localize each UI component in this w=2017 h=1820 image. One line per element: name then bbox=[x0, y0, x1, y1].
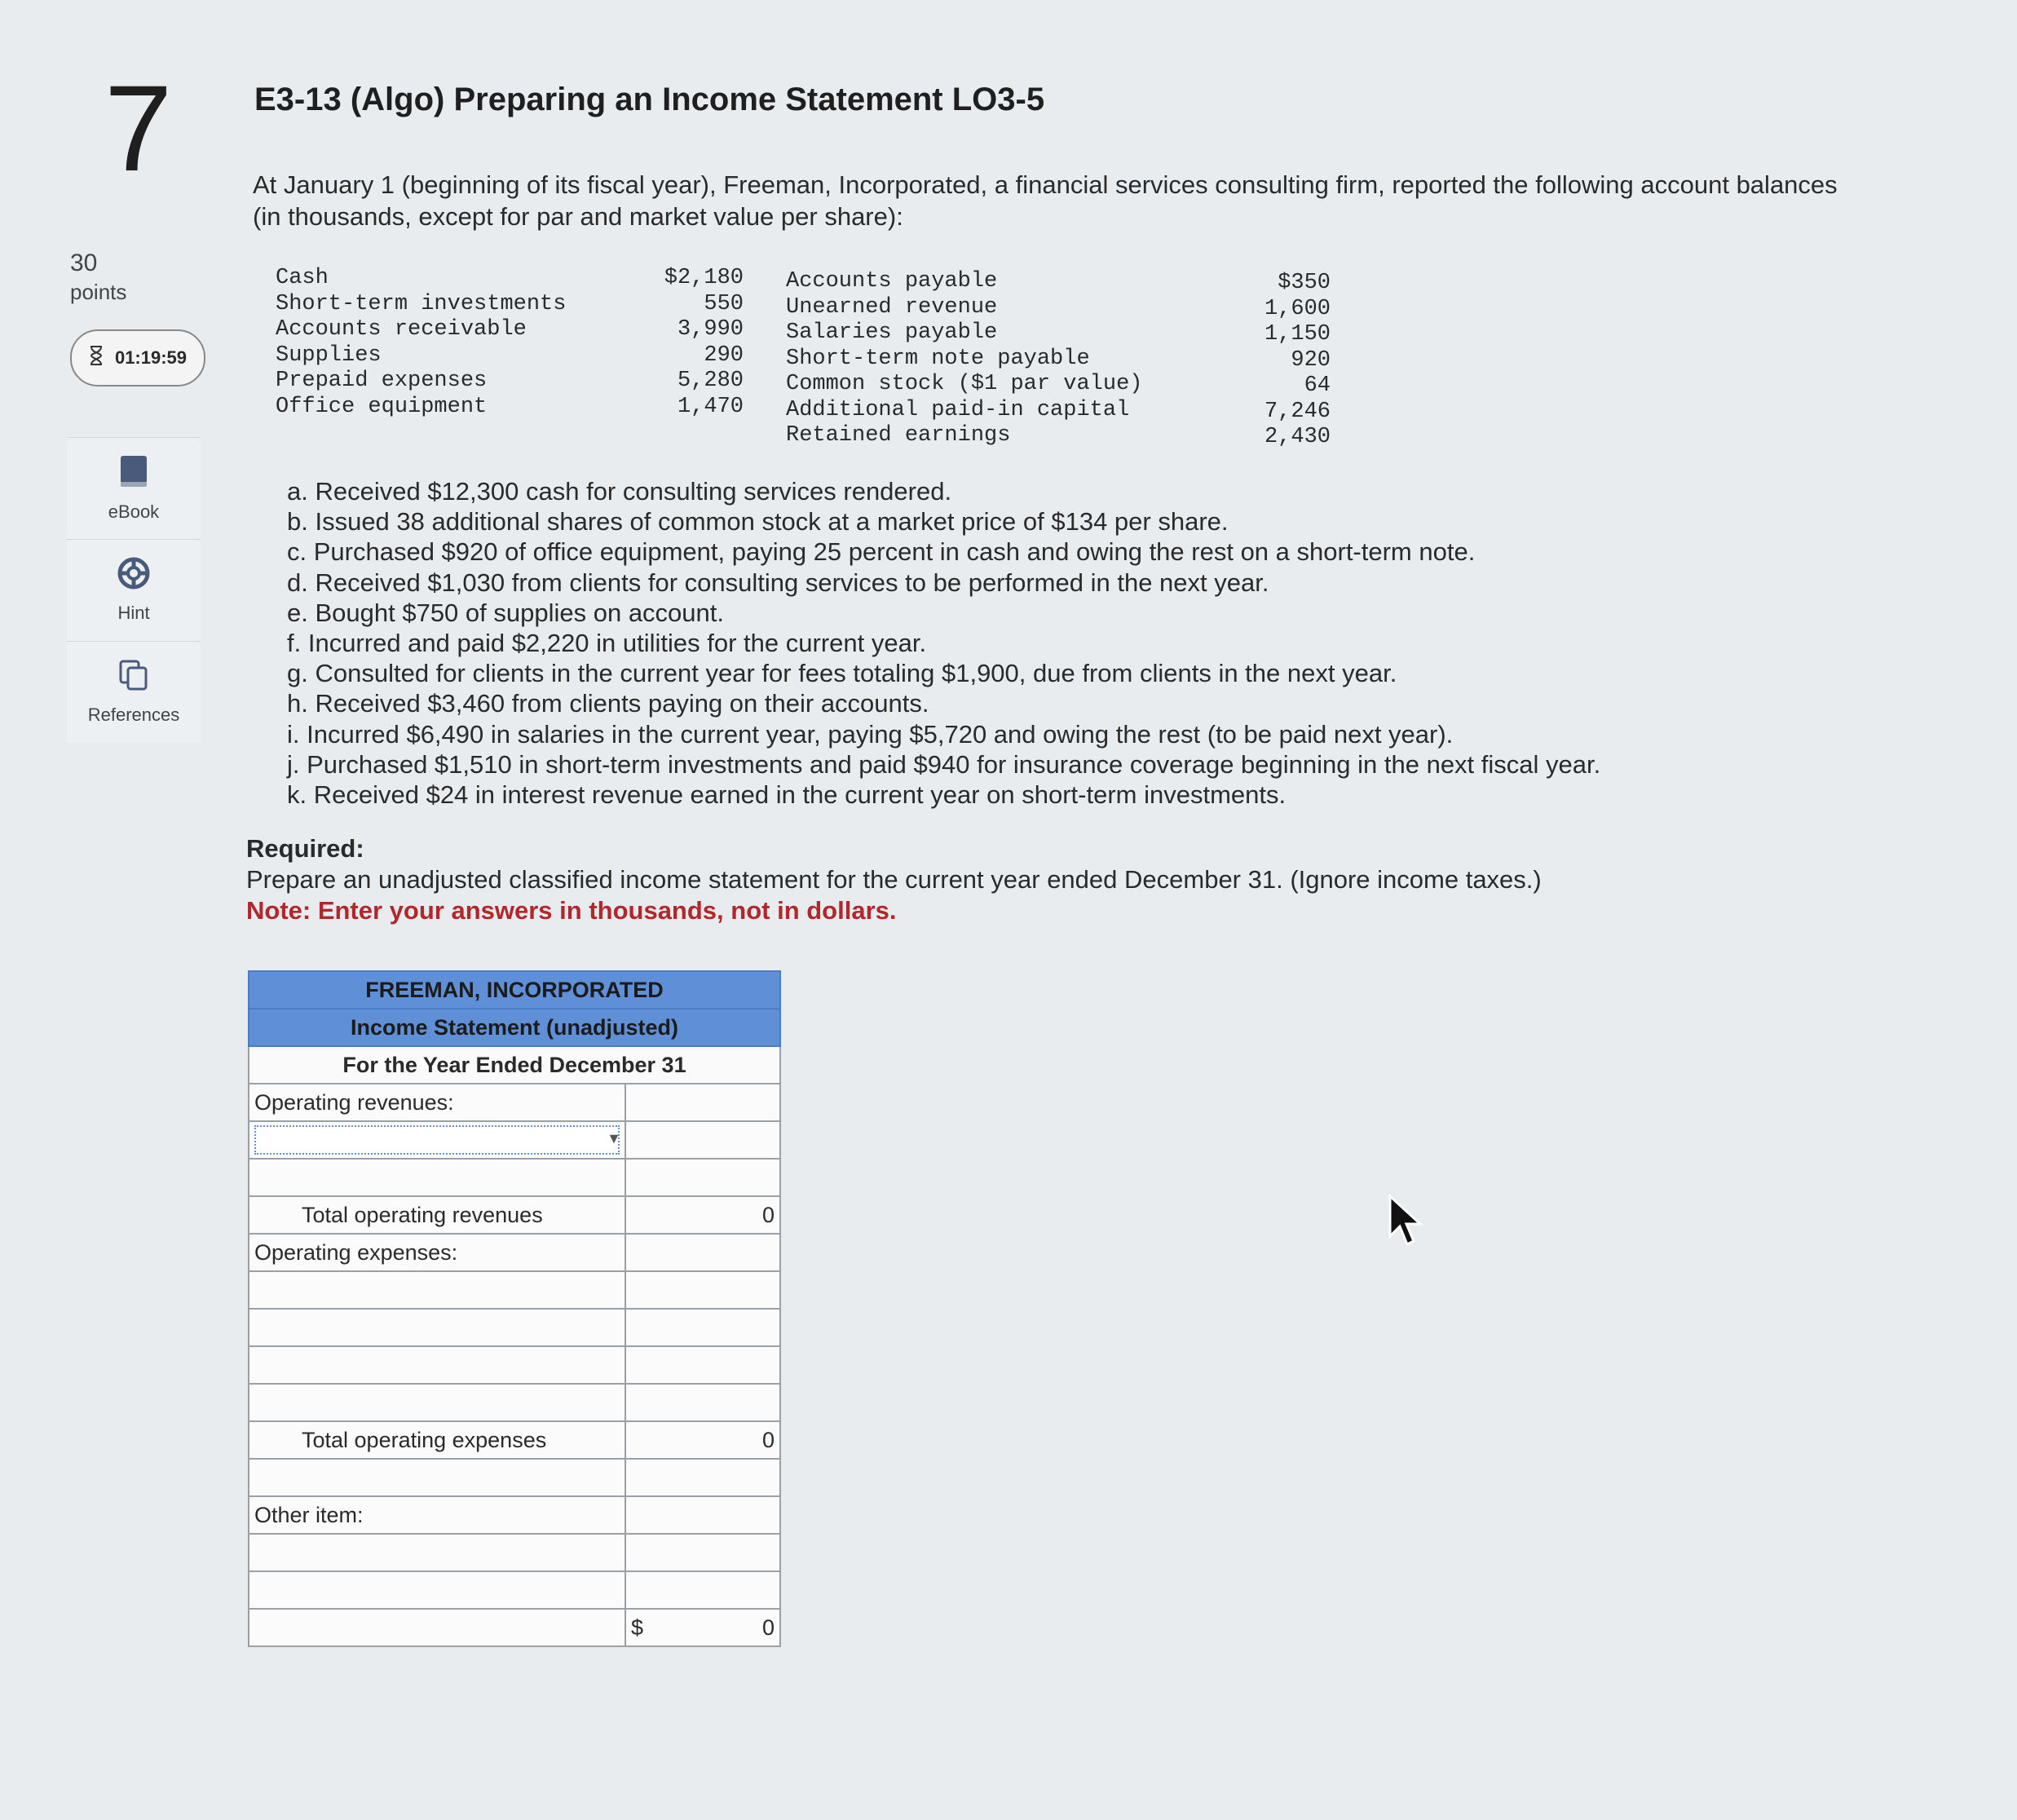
dropdown-arrow-icon: ▼ bbox=[607, 1130, 621, 1146]
hint-button[interactable] bbox=[67, 539, 201, 641]
required-text: Prepare an unadjusted classified income statement for the current year ended December 31. (Ignore income taxes.) bbox=[246, 865, 1542, 894]
revenue-amount-input[interactable] bbox=[625, 1121, 780, 1159]
statement-account-input[interactable] bbox=[249, 1459, 625, 1496]
expense-account-input[interactable] bbox=[249, 1346, 625, 1384]
transaction-item: b. Issued 38 additional shares of common stock at a market price of $134 per share. bbox=[287, 507, 1229, 537]
question-number: 7 bbox=[104, 60, 173, 197]
company-name: FREEMAN, INCORPORATED bbox=[249, 971, 780, 1009]
blank-cell bbox=[625, 1234, 780, 1271]
account-name: Retained earnings bbox=[786, 423, 1011, 448]
question-intro: At January 1 (beginning of its fiscal year), Freeman, Incorporated, a financial services consulting firm, reported the following account balances (in thousands, except for par and market value per share): bbox=[253, 170, 1838, 231]
account-name: Office equipment bbox=[276, 394, 488, 419]
references-button[interactable] bbox=[67, 641, 201, 743]
account-amount: 550 bbox=[704, 291, 744, 316]
total-operating-expenses-value: 0 bbox=[625, 1421, 780, 1459]
account-name: Prepaid expenses bbox=[276, 369, 488, 393]
revenue-account-input[interactable] bbox=[249, 1159, 625, 1196]
account-name: Common stock ($1 par value) bbox=[786, 372, 1143, 396]
required-section bbox=[246, 833, 1542, 926]
expense-account-input[interactable] bbox=[249, 1309, 625, 1346]
account-amount: 1,150 bbox=[1264, 322, 1331, 347]
points-value: 30 bbox=[70, 250, 98, 276]
points-label: points bbox=[70, 279, 127, 304]
expense-amount-input[interactable] bbox=[625, 1271, 780, 1309]
account-amount: 920 bbox=[1291, 347, 1331, 373]
final-total-value: 0 bbox=[761, 1615, 775, 1640]
expense-account-input[interactable] bbox=[249, 1384, 625, 1421]
lifebuoy-icon bbox=[117, 557, 150, 594]
account-name: Cash bbox=[276, 266, 329, 290]
operating-revenues-label: Operating revenues: bbox=[249, 1084, 625, 1121]
account-amount: 3,990 bbox=[677, 317, 744, 342]
account-amount: 5,280 bbox=[677, 369, 744, 393]
balances-left-amounts bbox=[636, 266, 744, 420]
account-amount: 1,600 bbox=[1264, 296, 1331, 321]
mouse-cursor-icon bbox=[1388, 1194, 1425, 1252]
account-name: Unearned revenue bbox=[786, 294, 998, 320]
required-heading: Required: bbox=[246, 834, 364, 863]
transaction-item: k. Received $24 in interest revenue earned in the current year on short-term investments. bbox=[287, 780, 1287, 810]
other-item-account-input[interactable] bbox=[249, 1534, 625, 1571]
blank-cell bbox=[625, 1084, 780, 1121]
balances-right-amounts bbox=[1223, 271, 1331, 451]
transaction-item: g. Consulted for clients in the current year for fees totaling $1,900, due from clients in the next year. bbox=[287, 659, 1397, 688]
currency-symbol: $ bbox=[631, 1615, 644, 1640]
total-operating-revenues-label: Total operating revenues bbox=[249, 1196, 625, 1234]
expense-amount-input[interactable] bbox=[625, 1384, 780, 1421]
required-note: Note: Enter your answers in thousands, not in dollars. bbox=[246, 896, 897, 925]
account-name: Short-term note payable bbox=[786, 346, 1090, 371]
revenue-account-dropdown[interactable] bbox=[249, 1121, 625, 1159]
transaction-item: i. Incurred $6,490 in salaries in the current year, paying $5,720 and owing the rest (to be paid next year). bbox=[287, 719, 1454, 749]
expense-account-input[interactable] bbox=[249, 1271, 625, 1309]
statement-period: For the Year Ended December 31 bbox=[249, 1046, 780, 1084]
transaction-item: a. Received $12,300 cash for consulting services rendered. bbox=[287, 477, 952, 506]
final-total-cell bbox=[625, 1609, 780, 1646]
operating-expenses-label: Operating expenses: bbox=[249, 1234, 625, 1271]
other-item-account-input[interactable] bbox=[249, 1571, 625, 1609]
account-name: Accounts payable bbox=[786, 269, 998, 294]
balances-left-accounts bbox=[276, 266, 566, 420]
hint-label: Hint bbox=[117, 603, 150, 623]
account-name: Additional paid-in capital bbox=[786, 397, 1130, 422]
total-operating-revenues-value: 0 bbox=[625, 1196, 780, 1234]
account-name: Supplies bbox=[276, 342, 382, 368]
statement-title: Income Statement (unadjusted) bbox=[249, 1009, 780, 1046]
transaction-item: f. Incurred and paid $2,220 in utilities for the current year. bbox=[287, 629, 927, 658]
transaction-item: d. Received $1,030 from clients for consulting services to be performed in the next year. bbox=[287, 568, 1269, 597]
timer-value: 01:19:59 bbox=[114, 347, 188, 368]
account-amount: 64 bbox=[1304, 373, 1331, 398]
points bbox=[70, 248, 126, 305]
account-amount: 7,246 bbox=[1264, 399, 1331, 424]
transaction-list bbox=[287, 476, 1600, 810]
account-name: Accounts receivable bbox=[276, 317, 527, 342]
account-amount: 2,430 bbox=[1264, 425, 1331, 449]
references-label: References bbox=[87, 705, 180, 725]
blank-cell bbox=[625, 1496, 780, 1534]
other-item-label: Other item: bbox=[249, 1496, 625, 1534]
ebook-button[interactable] bbox=[67, 437, 201, 539]
expense-amount-input[interactable] bbox=[625, 1309, 780, 1346]
account-amount: 290 bbox=[704, 342, 744, 368]
account-name: Salaries payable bbox=[786, 320, 998, 345]
other-item-amount-input[interactable] bbox=[625, 1534, 780, 1571]
transaction-item: h. Received $3,460 from clients paying on their accounts. bbox=[287, 689, 929, 718]
question-title: E3-13 (Algo) Preparing an Income Statement LO3-5 bbox=[254, 82, 1045, 117]
account-amount: $350 bbox=[1278, 271, 1331, 295]
transaction-item: e. Bought $750 of supplies on account. bbox=[287, 598, 725, 627]
account-amount: $2,180 bbox=[664, 266, 744, 290]
balances-right-accounts bbox=[786, 269, 1142, 449]
account-name: Short-term investments bbox=[276, 291, 567, 316]
copy-icon bbox=[118, 659, 149, 696]
statement-amount-input[interactable] bbox=[625, 1459, 780, 1496]
final-account-input[interactable] bbox=[249, 1609, 625, 1646]
transaction-item: j. Purchased $1,510 in short-term investments and paid $940 for insurance coverage beginning in the next fiscal year. bbox=[287, 749, 1601, 779]
transaction-item: c. Purchased $920 of office equipment, paying 25 percent in cash and owing the rest on a short-term note. bbox=[287, 537, 1476, 567]
revenue-amount-input[interactable] bbox=[625, 1159, 780, 1196]
timer[interactable] bbox=[70, 329, 205, 387]
hourglass-icon bbox=[89, 345, 104, 371]
other-item-amount-input[interactable] bbox=[625, 1571, 780, 1609]
total-operating-expenses-label: Total operating expenses bbox=[249, 1421, 625, 1459]
account-amount: 1,470 bbox=[677, 394, 744, 419]
book-icon bbox=[119, 454, 148, 493]
ebook-label: eBook bbox=[108, 501, 160, 522]
expense-amount-input[interactable] bbox=[625, 1346, 780, 1384]
income-statement-table bbox=[248, 970, 781, 1647]
